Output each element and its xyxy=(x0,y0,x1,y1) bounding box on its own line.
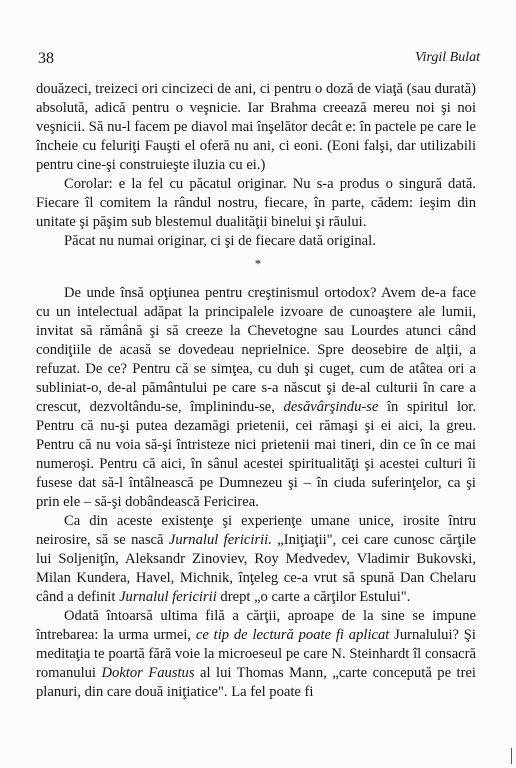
italic-text: Doktor Faustus xyxy=(101,665,195,681)
scan-edge-mark xyxy=(511,748,512,764)
page-header xyxy=(38,50,480,70)
italic-text: Jurnalul fericirii xyxy=(119,589,217,605)
italic-text: Jurnalul fericirii. xyxy=(168,532,272,548)
italic-text: ce tip de lectură poate fi aplicat xyxy=(195,627,390,643)
text-run: în spiritul lor. Pentru că nu-şi putea dezamăgi prietenii, cei rămaşi şi ei aici, la greu. Pentru că nu voia să-şi întristeze nici prietenii mai tineri, din ce în ce mai numeroşi. Pentru că aici, în sânul acestei spiritualităţi şi acestei culturi îi fusese dat să-l întâlnească pe Dumnezeu şi – în ciuda suferinţelor, ca şi prin ele – să-şi dobândească Fericirea. xyxy=(36,399,476,510)
paragraph: douăzeci, treizeci ori cincizeci de ani, ci pentru o doză de viaţă (sau durată) absolută, adică pentru o veşnicie. Iar Brahma creează mereu noi şi noi veşnicii. Să nu-l facem pe diavol mai înşelător decât e: în pactele pe care le încheie cu feluriţi Fauşti el oferă nu ani, ci eoni. (Eoni falşi, dar utilizabili pentru cine-şi construieşte iluzia cu ei.) xyxy=(36,81,476,173)
text-section-2 xyxy=(36,284,476,702)
text-run: De unde însă opţiunea pentru creştinismul ortodox? Avem de-a face cu un intelectual adăpat la principalele izvoare de cunoaştere ale lumii, invitat să rămână şi să creeze la Chevetogne sau Lourdes atunci când condiţiile de acasă se dovedeau neprielnice. Spre deosebire de alţii, a refuzat. De ce? Pentru că se simţea, cu duh şi cuget, cum de atâtea ori a subliniat-o, de-al pământului pe care s-a născut şi de-al culturii în care a crescut, dezvoltându-se, împlinindu-se, xyxy=(36,285,476,415)
section-separator: * xyxy=(254,256,262,271)
text-run: al lui Thomas Mann, „carte concepută pe trei planuri, din care două iniţiatice". La fel poate fi xyxy=(36,665,476,700)
paragraph xyxy=(36,512,476,607)
page-number: 38 xyxy=(38,50,54,67)
paragraph: Păcat nu numai originar, ci şi de fiecare dată original. xyxy=(64,233,376,249)
text-run: Ca din aceste existenţe şi experienţe umane unice, irosite întru neirosire, să se nască xyxy=(36,513,476,548)
text-run: Jurnalului? Şi meditaţia te poartă fără voie la microeseul pe care N. Steinhardt îl consacră romanului xyxy=(36,627,476,681)
text-run: „Iniţiaţii", cei care cunosc cărţile lui Soljeniţîn, Aleksandr Zinoviev, Roy Medvedev, Vladimir Bukovski, Milan Kundera, Havel, Michnik, înţeleg ce-a vrut să spună Dan Chelaru când a definit xyxy=(36,532,476,605)
text-run: drept „o carte a cărţilor Estului". xyxy=(216,589,411,605)
italic-text: desăvârşindu-se xyxy=(283,399,379,415)
text-section-1 xyxy=(36,80,476,251)
running-head: Virgil Bulat xyxy=(415,50,480,65)
paragraph xyxy=(36,607,476,702)
text-run: Odată întoarsă ultima filă a cărţii, aproape de la sine se impune întrebarea: la urma urmei, xyxy=(36,608,476,643)
paragraph xyxy=(36,284,476,512)
paragraph: Corolar: e la fel cu păcatul originar. Nu s-a produs o singură dată. Fiecare îl comitem la rândul nostru, fiecare, în parte, cădem: ieşim din unitate şi păşim sub blestemul dualităţii binelui şi răului. xyxy=(36,176,476,230)
